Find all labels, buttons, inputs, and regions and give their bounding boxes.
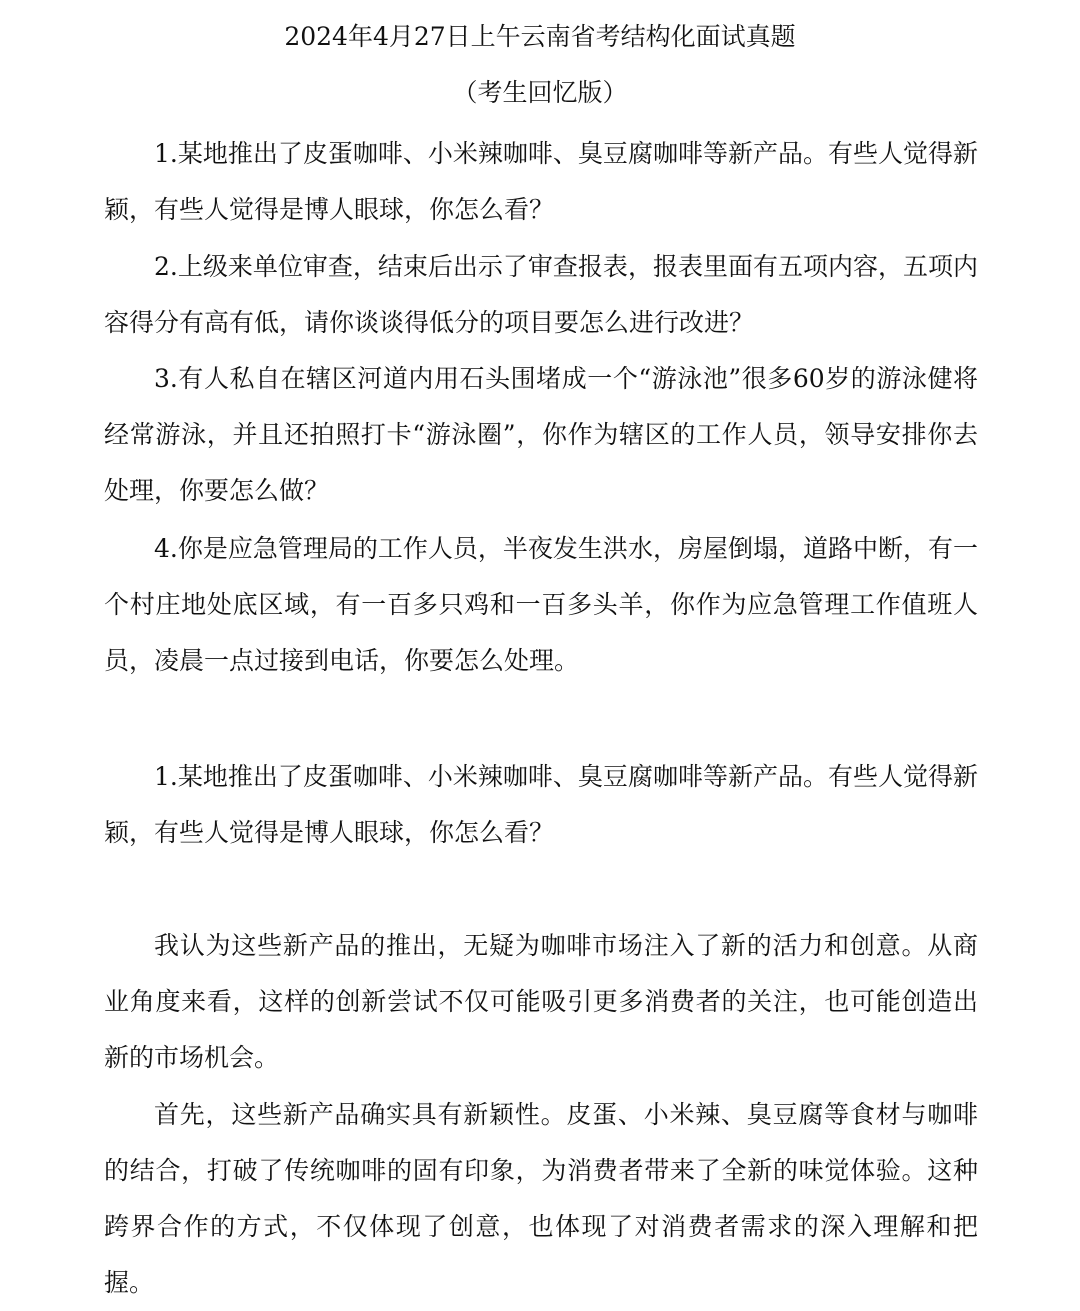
- repeated-question-1: 1.某地推出了皮蛋咖啡、小米辣咖啡、臭豆腐咖啡等新产品。有些人觉得新颖，有些人觉得是博人眼球，你怎么看？: [104, 762, 978, 847]
- answer-paragraph-2: 首先，这些新产品确实具有新颖性。皮蛋、小米辣、臭豆腐等食材与咖啡的结合，打破了传统咖啡的固有印象，为消费者带来了全新的味觉体验。这种跨界合作的方式，不仅体现了创意，也体现了对消费者需求的深入理解和把握。: [104, 1100, 978, 1297]
- question-2: 2.上级来单位审查，结束后出示了审查报表，报表里面有五项内容，五项内容得分有高有低，请你谈谈得低分的项目要怎么进行改进？: [104, 252, 978, 337]
- page-subtitle: （考生回忆版）: [452, 78, 628, 107]
- answer-paragraph-1: 我认为这些新产品的推出，无疑为咖啡市场注入了新的活力和创意。从商业角度来看，这样的创新尝试不仅可能吸引更多消费者的关注，也可能创造出新的市场机会。: [104, 931, 978, 1072]
- question-4: 4.你是应急管理局的工作人员，半夜发生洪水，房屋倒塌，道路中断，有一个村庄地处底区域，有一百多只鸡和一百多头羊，你作为应急管理工作值班人员，凌晨一点过接到电话，你要怎么处理。: [104, 534, 978, 675]
- question-3: 3.有人私自在辖区河道内用石头围堵成一个“游泳池”很多60岁的游泳健将经常游泳，并且还拍照打卡“游泳圈”，你作为辖区的工作人员，领导安排你去处理，你要怎么做？: [104, 364, 978, 505]
- page-title: 2024年4月27日上午云南省考结构化面试真题: [284, 22, 796, 51]
- question-1: 1.某地推出了皮蛋咖啡、小米辣咖啡、臭豆腐咖啡等新产品。有些人觉得新颖，有些人觉得是博人眼球，你怎么看？: [104, 139, 978, 224]
